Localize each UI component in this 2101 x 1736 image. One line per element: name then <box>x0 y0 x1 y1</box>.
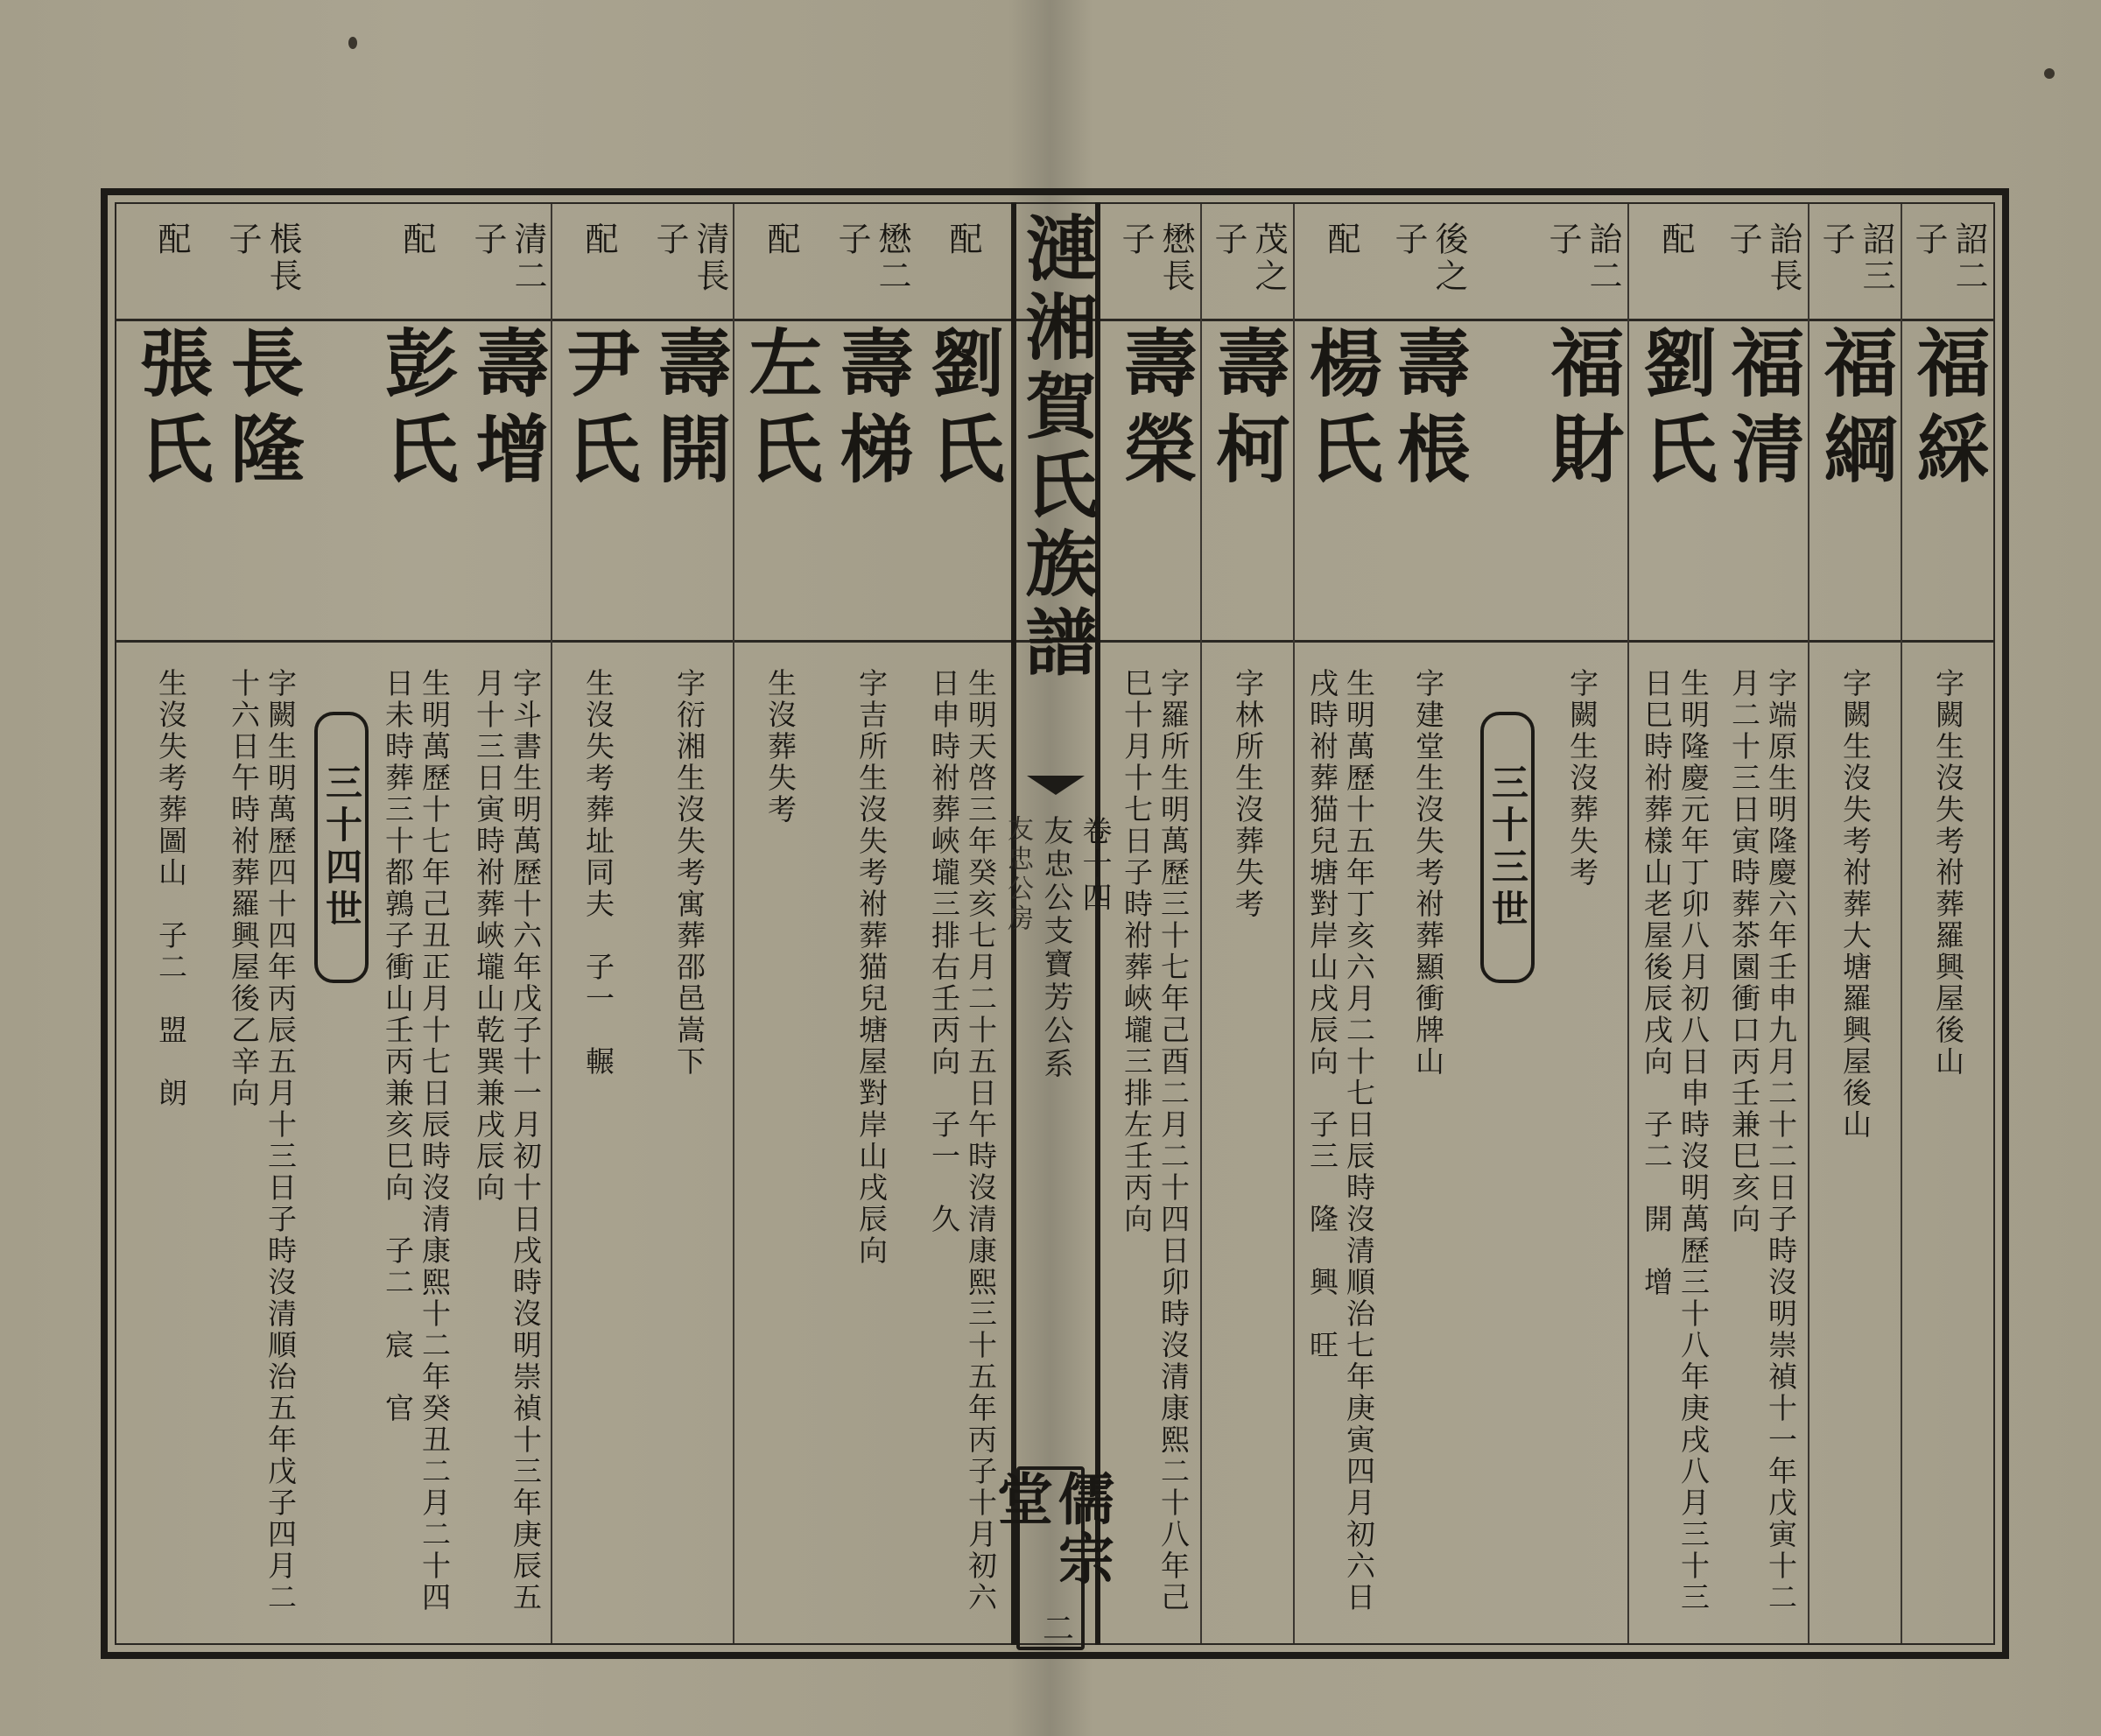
entry-column <box>552 204 643 1643</box>
entry-header: 詒二 子 <box>1543 221 1622 295</box>
right-page <box>1104 204 1993 1643</box>
entry-column <box>1382 204 1473 1643</box>
entry-header: 詔二 子 <box>1909 221 1988 295</box>
side-branch-label: 友忠公房 <box>1002 815 1033 934</box>
entry-biography: 生明萬歷十五年丁亥六月二十七日辰時沒清順治七年庚寅四月初六日戌時祔葬猫兒塘對岸山戌辰向 子三 隆 興 旺 <box>1305 668 1376 1613</box>
column-divider <box>1808 204 1809 1643</box>
entry-column <box>216 204 307 1643</box>
person-name: 劉氏 <box>1632 325 1718 496</box>
entry-header: 清二 子 <box>468 221 547 295</box>
entry-biography: 字羅所生明萬歷三十七年己酉二月二十四日卯時沒清康熙二十八年己巳十月十七日子時祔葬峽壠三排左壬丙向 <box>1120 668 1191 1613</box>
person-name: 福清 <box>1719 325 1806 496</box>
entry-biography: 字斗書生明萬歷十六年戊子十一月初十日戌時沒明崇禎十三年庚辰五月十三日寅時祔葬峽壠山乾巽兼戌辰向 <box>472 668 543 1613</box>
entry-biography: 字林所生沒葬失考 <box>1231 668 1265 920</box>
entry-biography: 字闕生明萬歷四十四年丙辰五月十三日子時沒清順治五年戊子四月二十六日午時祔葬羅興屋後乙辛向 <box>227 668 298 1613</box>
entry-column <box>1809 204 1901 1643</box>
entry-header: 清長 子 <box>650 221 729 295</box>
entry-header: 詔三 子 <box>1816 221 1895 295</box>
person-name: 福綱 <box>1812 325 1899 496</box>
person-name: 張氏 <box>128 325 214 496</box>
entry-header: 詒長 子 <box>1724 221 1802 295</box>
entry-biography: 生沒失考葬圖山 子二 盟 朗 <box>154 668 188 1109</box>
entry-column <box>1536 204 1627 1643</box>
ink-spot <box>348 37 357 49</box>
entry-column <box>125 204 216 1643</box>
entry-biography: 字吉所生沒失考祔葬猫兒塘屋對岸山戌辰向 <box>854 668 889 1267</box>
person-name: 尹氏 <box>555 325 642 496</box>
entry-biography: 字衍湘生沒失考寓葬邵邑嵩下 <box>672 668 706 1078</box>
entry-column <box>461 204 552 1643</box>
entry-column <box>1629 204 1720 1643</box>
entry-biography: 字建堂生沒失考祔葬顯衝牌山 <box>1411 668 1445 1078</box>
person-name: 長隆 <box>219 325 306 496</box>
entry-column <box>917 204 1008 1643</box>
entry-biography: 字闕生沒葬失考 <box>1565 668 1599 889</box>
entry-header: 配 <box>1656 221 1695 258</box>
entry-column <box>826 204 917 1643</box>
person-name: 壽棖 <box>1385 325 1472 496</box>
entry-biography: 生明萬歷十七年己丑正月十七日辰時沒清康熙十二年癸丑二月二十四日未時葬三十都鶉子衝山壬丙兼亥巳向 子二 宸 官 <box>381 668 452 1613</box>
ink-spot <box>2044 68 2055 79</box>
person-name: 壽梯 <box>828 325 915 496</box>
column-divider <box>1200 204 1202 1643</box>
hall-name-box: 儒宗堂 <box>1016 1466 1085 1650</box>
generation-cartouche: 三十四世 <box>314 712 369 983</box>
entry-column <box>734 204 826 1643</box>
entry-column <box>370 204 461 1643</box>
entry-column <box>1109 204 1200 1643</box>
person-name: 壽增 <box>464 325 551 496</box>
entry-biography: 生沒葬失考 <box>763 668 798 826</box>
entry-header: 懋長 子 <box>1116 221 1195 295</box>
entry-header: 後之 子 <box>1389 221 1468 295</box>
entry-column <box>1295 204 1386 1643</box>
entry-header: 棖長 子 <box>223 221 302 295</box>
entry-header: 茂之 子 <box>1209 221 1288 295</box>
entry-header: 配 <box>762 221 800 258</box>
entry-biography: 字闕生沒失考祔葬大塘羅興屋後山 <box>1838 668 1873 1141</box>
left-page <box>116 204 1011 1643</box>
entry-header: 配 <box>944 221 982 258</box>
column-divider <box>1901 204 1902 1643</box>
column-divider <box>1627 204 1629 1643</box>
person-name: 壽開 <box>646 325 733 496</box>
entry-header: 配 <box>152 221 191 258</box>
generation-cartouche: 三十三世 <box>1480 712 1535 983</box>
entry-header: 配 <box>397 221 436 258</box>
page-number: 二 <box>1037 1612 1074 1643</box>
person-name: 壽榮 <box>1112 325 1198 496</box>
entry-column <box>643 204 734 1643</box>
volume-branch-label <box>1002 815 1112 1081</box>
branch-label: 友忠公支寶芳公系 <box>1038 815 1073 1081</box>
entry-column <box>1902 204 1993 1643</box>
entry-header: 配 <box>1322 221 1360 258</box>
entry-column <box>1717 204 1808 1643</box>
person-name: 楊氏 <box>1297 325 1384 496</box>
center-fold-strip <box>1002 202 1112 1645</box>
book-title: 漣湘賀氏族譜 <box>1014 211 1098 684</box>
volume-label: 卷十四 <box>1077 815 1112 915</box>
column-divider <box>1293 204 1295 1643</box>
entry-biography: 生明隆慶元年丁卯八月初八日申時沒明萬歷三十八年庚戌八月三十三日巳時祔葬樣山老屋後辰戌向 子二 開 增 <box>1640 668 1711 1613</box>
entry-header: 懋二 子 <box>833 221 911 295</box>
entry-column <box>1202 204 1293 1643</box>
entry-biography: 字闕生沒失考祔葬羅興屋後山 <box>1931 668 1965 1078</box>
entry-header: 配 <box>580 221 618 258</box>
fishtail-mark <box>1027 776 1085 795</box>
person-name: 彭氏 <box>373 325 460 496</box>
entry-biography: 生明天啓三年癸亥七月二十五日午時沒清康熙三十五年丙子十月初六日申時祔葬峽壠三排右壬丙向 子一 久 <box>927 668 998 1613</box>
entry-biography: 生沒失考葬址同夫 子一 輾 <box>581 668 615 1078</box>
person-name: 劉氏 <box>919 325 1006 496</box>
entry-biography: 字端原生明隆慶六年壬申九月二十二日子時沒明崇禎十一年戊寅十二月二十三日寅時葬茶園衝口丙壬兼巳亥向 <box>1727 668 1798 1613</box>
person-name: 壽柯 <box>1205 325 1291 496</box>
person-name: 左氏 <box>737 325 824 496</box>
person-name: 福財 <box>1539 325 1626 496</box>
person-name: 福綵 <box>1905 325 1992 496</box>
